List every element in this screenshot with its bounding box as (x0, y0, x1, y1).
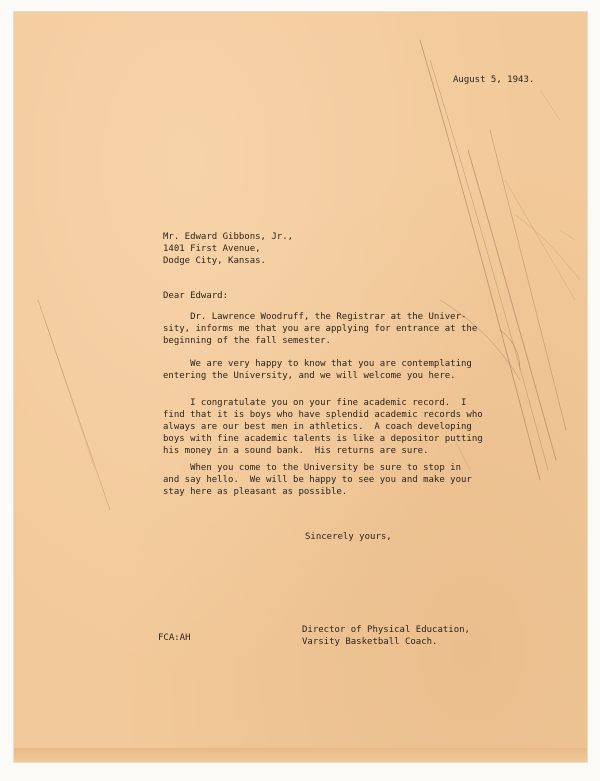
paragraph-line: stay here as pleasant as possible. (163, 487, 348, 497)
paragraph-line: We are very happy to know that you are contemplating (163, 359, 472, 369)
paragraph-line: When you come to the University be sure to stop in (163, 463, 462, 473)
reference-initials: FCA:AH (158, 633, 191, 643)
paragraph-academic-record (163, 397, 483, 457)
scratch-line (45, 320, 95, 470)
scratch-line (560, 230, 575, 240)
recipient-city: Dodge City, Kansas. (163, 256, 266, 266)
salutation: Dear Edward: (163, 291, 229, 301)
paragraph-line: I congratulate you on your fine academic record. I (163, 398, 467, 408)
recipient-name: Mr. Edward Gibbons, Jr., (163, 232, 294, 242)
letter-date: August 5, 1943. (453, 75, 535, 85)
paragraph-line: always are our best men in athletics. A coach developing (163, 422, 472, 432)
paragraph-line: find that it is boys who have splendid academic records who (163, 410, 483, 420)
paragraph-line: boys with fine academic talents is like a depositor putting (163, 434, 483, 444)
signature-title: Director of Physical Education, (302, 625, 470, 635)
recipient-street: 1401 First Avenue, (163, 244, 261, 254)
scratch-line (540, 90, 560, 120)
paragraph-line: sity, informs me that you are applying for entrance at the (163, 324, 478, 334)
paragraph-registrar (163, 311, 477, 347)
paragraph-line: Dr. Lawrence Woodruff, the Registrar at the Univer- (163, 312, 467, 322)
paragraph-visit (163, 462, 472, 498)
recipient-address (163, 231, 293, 267)
scratch-line (515, 215, 580, 280)
paragraph-line: and say hello. We will be happy to see you and make your (163, 475, 472, 485)
paragraph-line: his money in a sound bank. His returns are sure. (163, 446, 429, 456)
scratch-line (505, 180, 575, 300)
closing: Sincerely yours, (305, 532, 392, 542)
paragraph-line: entering the University, and we will welcome you here. (163, 371, 456, 381)
scratch-line (490, 130, 566, 430)
paragraph-welcome (163, 358, 472, 382)
signature-block (302, 624, 470, 648)
paragraph-line: beginning of the fall semester. (163, 336, 331, 346)
signature-subtitle: Varsity Basketball Coach. (302, 637, 438, 647)
